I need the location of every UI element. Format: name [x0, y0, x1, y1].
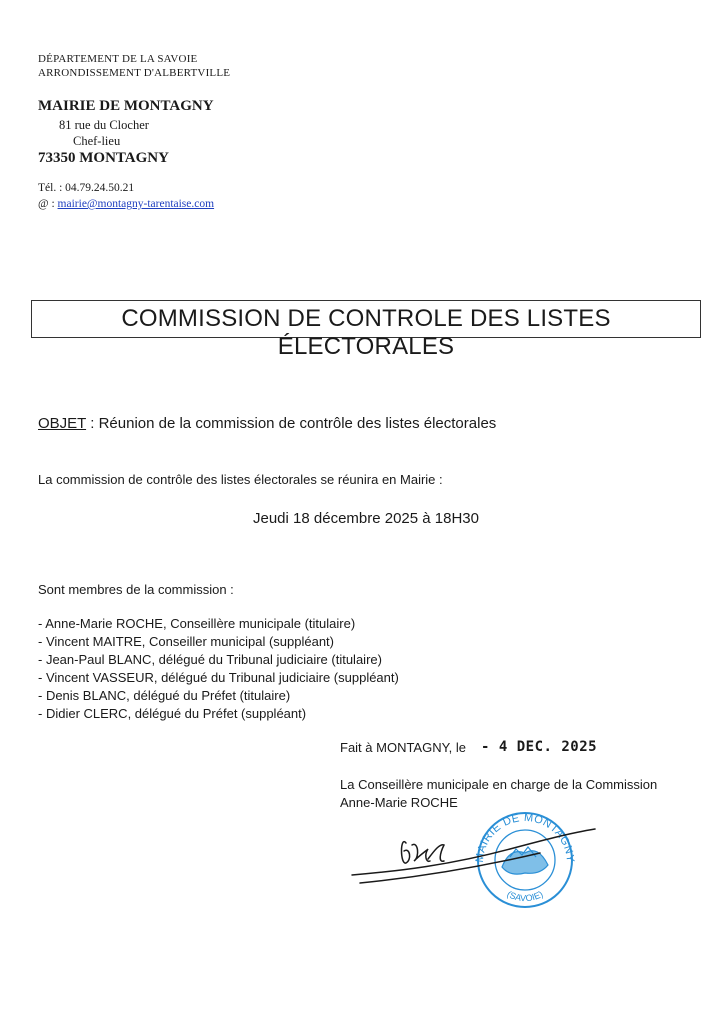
signatory-name: Anne-Marie ROCHE [340, 795, 458, 810]
email-link[interactable]: mairie@montagny-tarentaise.com [57, 198, 215, 210]
member-item: - Didier CLERC, délégué du Préfet (suppléant) [38, 706, 307, 721]
objet-line [38, 415, 496, 432]
seal-top-text: MAIRIE DE MONTAGNY [473, 811, 577, 864]
document-title: COMMISSION DE CONTROLE DES LISTES ÉLECTORALES [121, 305, 611, 360]
intro-text: La commission de contrôle des listes électorales se réunira en Mairie : [38, 472, 443, 487]
signature-area [340, 805, 610, 915]
mairie-name: MAIRIE DE MONTAGNY [38, 98, 214, 114]
member-item: - Jean-Paul BLANC, délégué du Tribunal judiciaire (titulaire) [38, 652, 382, 667]
fait-a-text: Fait à MONTAGNY, le [340, 740, 466, 755]
seal-emblem [502, 851, 548, 874]
official-seal [474, 812, 576, 907]
title-box [31, 300, 701, 360]
member-item: - Vincent MAITRE, Conseiller municipal (suppléant) [38, 634, 334, 649]
email-prefix: @ : [38, 198, 58, 210]
objet-text: : Réunion de la commission de contrôle des listes électorales [86, 415, 497, 432]
stamp-date: - 4 DEC. 2025 [481, 739, 598, 755]
address-street: 81 rue du Clocher [59, 118, 149, 132]
handwritten-signature [352, 829, 595, 883]
signatory-role: La Conseillère municipale en charge de la Commission [340, 777, 658, 792]
arrondissement-line: ARRONDISSEMENT D'ALBERTVILLE [38, 67, 231, 79]
member-item: - Anne-Marie ROCHE, Conseillère municipale (titulaire) [38, 616, 356, 631]
seal-bottom-text: (SAVOIE) [505, 888, 545, 904]
objet-label: OBJET [38, 415, 87, 432]
members-heading: Sont membres de la commission : [38, 582, 234, 597]
email-line [38, 198, 214, 210]
address-postal-city: 73350 MONTAGNY [38, 150, 169, 166]
member-item: - Denis BLANC, délégué du Préfet (titulaire) [38, 688, 291, 703]
department-line: DÉPARTEMENT DE LA SAVOIE [38, 53, 198, 65]
meeting-date: Jeudi 18 décembre 2025 à 18H30 [253, 510, 479, 527]
phone-line: Tél. : 04.79.24.50.21 [38, 182, 135, 194]
member-item: - Vincent VASSEUR, délégué du Tribunal judiciaire (suppléant) [38, 670, 399, 685]
address-locality: Chef-lieu [73, 134, 121, 148]
